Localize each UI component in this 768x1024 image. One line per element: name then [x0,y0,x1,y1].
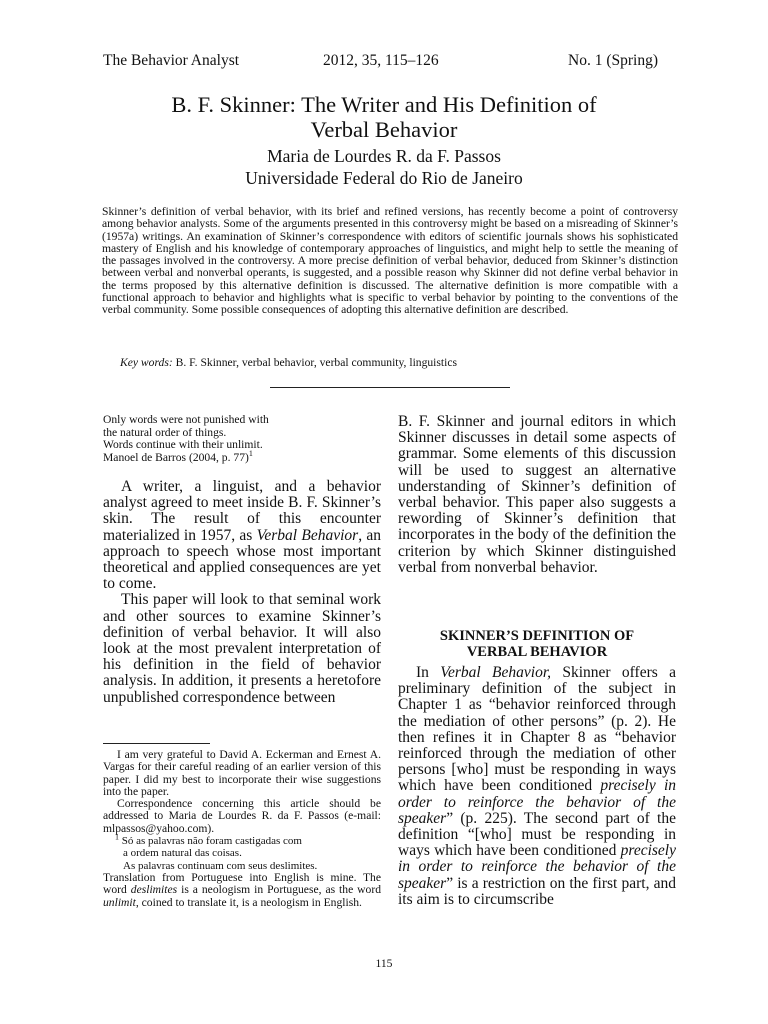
section-heading-line-2: VERBAL BEHAVIOR [466,644,608,660]
footnote-correspondence: Correspondence concerning this article should be addressed to Maria de Lourdes R. da F. Passos (e-mail: mlpassos@yahoo.com). [103,797,381,835]
epigraph-source-line [103,448,381,465]
intro-paragraph-1 [103,479,381,592]
right-column-body [398,665,676,908]
footnote-1-pt-line-3: As palavras continuam com seus deslimites. [123,859,318,872]
fn1-text-c: , coined to translate it, is a neologism in English. [135,895,362,909]
footnote-1-pt-line-2: a ordem natural das coisas. [123,847,242,860]
def-text-c: ” (p. 225). The second part of the definition “[who] must be responding in ways which have been conditioned [398,809,676,860]
journal-name: The Behavior Analyst [103,52,240,69]
abstract [102,206,678,317]
intro-p1-text-b: , an approach to speech whose most important theoretical and applied consequences are yet to come. [103,526,381,593]
keywords-list: B. F. Skinner, verbal behavior, verbal community, linguistics [175,356,458,369]
journal-issue: No. 1 (Spring) [568,52,658,69]
epigraph-line-1: Only words were not punished with [103,413,269,426]
epigraph-source: Manoel de Barros (2004, p. 77) [103,450,249,464]
def-italic-1: Verbal Behavior, [440,664,552,681]
intro-paragraph-2: This paper will look to that seminal work and other sources to examine Skinner’s definition of verbal behavior. It will also look at the most prevalent interpretation of his definition in the field of behavior analysis. In addition, it presents a heretofore unpublished correspondence between [103,591,381,706]
footnotes [103,749,381,909]
intro-paragraph-continued: B. F. Skinner and journal editors in which Skinner discusses in detail some aspects of grammar. Some elements of this discussion will be used to suggest an alternative understanding of Skinner’s definition of verbal behavior. This paper also suggests a rewording of Skinner’s definition that incorporates in the body of the definition the criterion by which Skinner distinguished verbal from nonverbal behavior. [398,413,676,576]
article-title [60,92,708,142]
footnote-divider [103,743,210,744]
definition-paragraph [398,665,676,908]
def-italic-3: precisely in order to reinforce the behavior of the speaker [398,842,676,892]
epigraph-line-2: the natural order of things. [103,425,227,439]
footnote-acknowledgment: I am very grateful to David A. Eckerman and Ernest A. Vargas for their careful reading of an earlier version of this paper. I did my best to incorporate their wise suggestions into the paper. [103,748,381,798]
author-block [60,145,708,189]
author-affiliation: Universidade Federal do Rio de Janeiro [245,168,523,188]
left-column-body [103,479,381,706]
footnote-1-translation [103,872,381,909]
def-italic-2: precisely in order to reinforce the behavior of the speaker [398,777,676,827]
footnote-1-pt-line-1: Só as palavras não foram castigadas com [121,835,302,848]
def-text-a: In [416,664,441,681]
footnote-1-mark: 1 [115,832,119,842]
author-name: Maria de Lourdes R. da F. Passos [267,146,501,166]
title-line-1: B. F. Skinner: The Writer and His Definition of [171,92,597,117]
journal-citation: 2012, 35, 115–126 [323,52,439,69]
intro-p1-italic: Verbal Behavior [256,526,359,544]
def-text-b: Skinner offers a preliminary definition of the subject in Chapter 1 as “behavior reinforced through the mediation of other persons” (p. 2). He then refines it in Chapter 8 as “behavior reinforced through the mediation of other persons [who] must be responding in ways which have been conditioned [398,664,676,795]
fn1-text-b: is a neologism in Portuguese, as the word [177,883,381,897]
section-heading-line-1: SKINNER’S DEFINITION OF [439,628,635,644]
title-line-2: Verbal Behavior [310,117,458,142]
fn1-text-a: Translation from Portuguese into English is mine. The word [103,870,381,897]
fn1-italic-1: deslimites [130,883,178,897]
abstract-text: Skinner’s definition of verbal behavior, with its brief and refined versions, has recently become a point of controversy among behavior analysts. Some of the arguments presented in this controversy might be based on a misreading of Skinner’s (1957a) writings. An examination of Skinner’s correspondence with editors of scientific journals shows his sophisticated mastery of English and his knowledge of contemporary approaches of linguistics, and might help to settle the meaning of the passages involved in the controversy. A more precise definition of verbal behavior, deduced from Skinner’s distinction between verbal and nonverbal operants, is suggested, and a possible reason why Skinner did not define verbal behavior in the terms proposed by this alternative definition is discussed. The alternative definition is more compatible with a functional approach to behavior and highlights what is specific to verbal behavior by pointing to the conventions of the verbal community. Some possible consequences of adopting this alternative definition are described. [102,205,678,317]
right-column-top [398,414,676,576]
keywords-label: Key words: [120,356,173,369]
section-heading [398,628,676,660]
def-text-d: ” is a restriction on the first part, and its aim is to circumscribe [398,874,676,908]
epigraph [103,414,381,464]
intro-p1-text-a: A writer, a linguist, and a behavior analyst agreed to meet inside B. F. Skinner’s skin. The result of this encounter materialized in 1957, as [103,478,381,544]
epigraph-line-3: Words continue with their unlimit. [103,438,263,451]
footnote-1-portuguese [103,832,381,848]
footnote-mark: 1 [248,448,253,458]
keywords [120,357,457,369]
section-divider [270,387,510,388]
page-number: 115 [375,957,393,970]
fn1-italic-2: unlimit [103,895,136,909]
